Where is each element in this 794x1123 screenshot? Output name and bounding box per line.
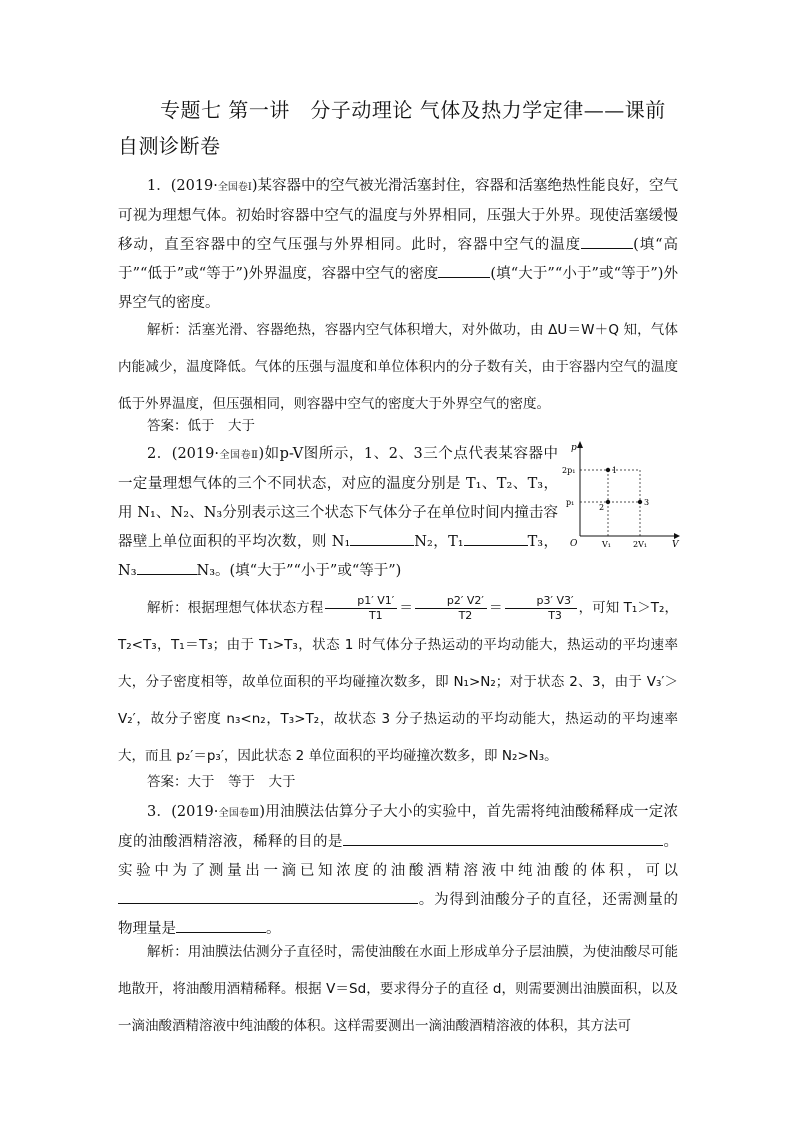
question-2 [118,440,558,586]
formula-state-2 [415,594,487,623]
q1-blank-2[interactable] [438,263,490,278]
state-label-1: 1 [612,466,618,475]
p-axis-label: p [571,443,577,453]
v-axis-arrow [674,533,680,539]
q1-text-b: (填“高于”“低于”或“等于”)外界温度，容器中空气的密度 [118,237,678,282]
question-3 [118,798,678,944]
formula-3-numerator: p3′ V3′ [505,594,577,609]
q2-text-b: N₂，T₁ [414,534,464,550]
q1-text-c: (填“大于”“小于”或“等于”)外界空气的密度。 [118,266,678,311]
p-axis-arrow [577,441,583,448]
q2-number: 2．(2019· [147,446,219,462]
q1-blank-1[interactable] [581,234,633,249]
document-title-line2: 自测诊断卷 [118,134,221,158]
formula-2-denominator: T2 [458,608,473,622]
q2-analysis-lead: 解析：根据理想气体状态方程 [147,600,324,616]
q3-text-b: 。实验中为了测量出一滴已知浓度的油酸酒精溶液中纯油酸的体积，可以 [118,834,678,879]
q3-blank-1[interactable] [343,831,663,846]
q2-text-d: N₃。(填“大于”“小于”或“等于”) [196,563,402,579]
q3-text-d: 。 [266,921,281,937]
q1-answer: 答案：低于 大于 [147,418,255,434]
q1-number: 1．(2019· [147,178,218,194]
q3-blank-2a[interactable] [118,889,268,904]
origin-label: O [570,539,578,549]
q1-source: 全国卷Ⅰ [217,182,252,193]
formula-3-denominator: T3 [548,608,562,622]
q2-source: 全国卷Ⅱ [218,450,259,461]
q3-number: 3．(2019· [147,804,219,820]
q1-analysis: 解析：活塞光滑、容器绝热，容器内空气体积增大，对外做功，由 ΔU＝W＋Q 知，气体内能减少，温度降低。气体的压强与温度和单位体积内的分子数有关，由于容器内空气的温度低于外界温度，但压强相同，则容器中空气的密度大于外界空气的密度。 [118,322,678,412]
formula-state-1 [325,594,397,623]
pv-diagram [562,440,680,550]
q3-analysis: 解析：用油膜法估测分子直径时，需使油酸在水面上形成单分子层油膜，为使油酸尽可能地散开，将油酸用酒精稀释。根据 V＝Sd，要求得分子的直径 d，则需要测出油膜面积，以及一滴油酸酒精溶液中纯油酸的体积。这样需要测出一滴油酸酒精溶液的体积，其方法可 [118,944,678,1034]
y-tick-p1: p₁ [566,498,575,507]
q3-source: 全国卷Ⅲ [218,808,260,819]
q1-text-a: )某容器中的空气被光滑活塞封住，容器和活塞绝热性能良好，空气可视为理想气体。初始时容器中空气的温度与外界相同，压强大于外界。现使活塞缓慢移动，直至容器中的空气压强与外界相同。此时，容器中空气的温度 [118,178,679,253]
q3-text-c: 。为得到油酸分子的直径，还需测量的物理量是 [118,892,678,937]
state-point-2 [606,500,610,504]
state-point-1 [606,468,610,472]
question-1 [118,172,678,318]
formula-2-numerator: p2′ V2′ [415,594,487,609]
state-label-2: 2 [599,503,605,512]
state-point-3 [638,500,642,504]
formula-1-denominator: T1 [368,608,383,622]
q3-blank-3[interactable] [176,918,266,933]
q2-blank-2[interactable] [464,531,528,546]
q3-blank-2b[interactable] [268,889,418,904]
state-label-3: 3 [644,498,650,507]
q2-text-a: )如p-V图所示，1、2、3三个点代表某容器中一定量理想气体的三个不同状态，对应的温度分别是 T₁、T₂、T₃，用 N₁、N₂、N₃分别表示这三个状态下气体分子在单位时间内撞击容器壁上单位面积的平均次数，则 N₁ [118,446,559,550]
q2-text-c: T₃，N₃ [118,534,559,579]
formula-state-3 [505,594,577,623]
q2-blank-3[interactable] [137,560,197,575]
q2-answer: 答案：大于 等于 大于 [147,774,296,790]
q2-blank-1[interactable] [350,531,414,546]
x-tick-2v1: 2V₁ [633,540,648,549]
document-title-line1: 专题七 第一讲 分子动理论 气体及热力学定律——课前 [160,98,666,122]
q2-analysis-body: ，可知 T₁＞T₂，T₂<T₃，T₁＝T₃；由于 T₁>T₃，状态 1 时气体分子热运动的平均动能大，热运动的平均速率大，分子密度相等，故单位面积的平均碰撞次数多，即 N₁>N₂；对于状态 2、3，由于 V₃′＞V₂′，故分子密度 n₃<n₂，T₃>T₂，故状态 3 分子热运动的平均动能大，热运动的平均速率大，而且 p₂′＝p₃′，因此状态 2 单位面积的平均碰撞次数多，即 N₂>N₃。 [118,600,679,764]
q2-analysis: 解析：根据理想气体状态方程 $\frac{p1' V1'}{T1}$ ＝ $\frac{p2' V2'}{T2}$ ＝ $\frac{p3' V3'}{T3}$ ，可知 T₁＞T₂，T₂<T₃，T₁＝T₃；由于 T₁>T₃，状态 1 时气体分子热运动的平均动能大，热运动的平均速率大，分子密度相等，故单位面积的平均碰撞次数多，即 N₁>N₂；对于状态 2、3，由于 V₃′＞V₂′，故分子密度 n₃<n₂，T₃>T₂，故状态 3 分子热运动的平均动能大，热运动的平均速率大，而且 p₂′＝p₃′，因此状态 2 单位面积的平均碰撞次数多，即 N₂>N₃。 [118,593,679,764]
q3-text-a: )用油膜法估算分子大小的实验中，首先需将纯油酸稀释成一定浓度的油酸酒精溶液，稀释的目的是 [118,804,678,850]
y-tick-2p1: 2p₁ [562,466,576,475]
v-axis-label: V [672,540,679,550]
x-tick-v1: V₁ [602,540,611,549]
formula-1-numerator: p1′ V1′ [325,594,397,609]
